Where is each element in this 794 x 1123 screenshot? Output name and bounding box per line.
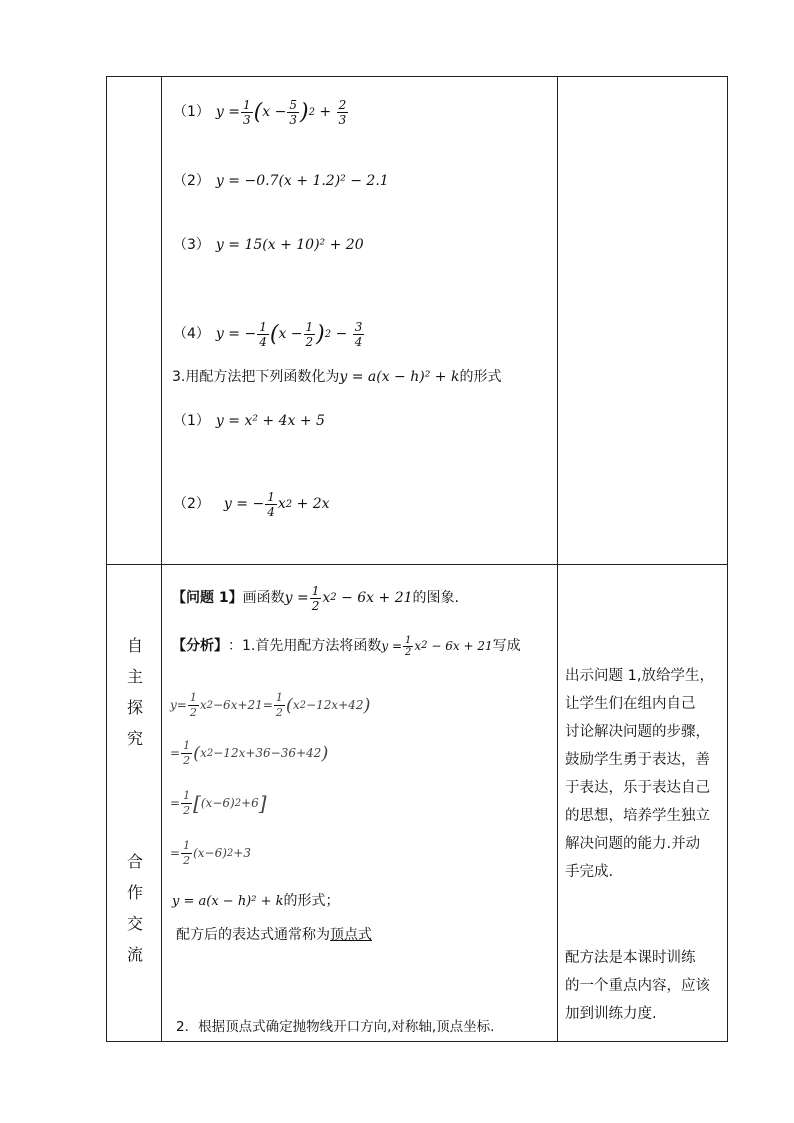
math-formula: y = $\frac{1}{3}$ ( x − $\frac{5}{3}$ ) 2 + $\frac{2}{3}$ (215, 97, 347, 127)
math-formula: y = − $\frac{1}{4}$ x 2 + 2x (223, 489, 330, 519)
teacher-notes-1 (565, 662, 714, 886)
label-char: 合 (126, 852, 143, 871)
problem-formula: y = $\frac{1}{2}$ x 2 − 6x + 21 (284, 583, 413, 613)
table-row-divider (106, 564, 728, 565)
analysis-tag: 【分析】 (172, 638, 228, 654)
math-formula: y = x² + 4x + 5 (215, 413, 325, 429)
vertex-form-formula: y = a(x − h)² + k (339, 369, 460, 385)
exercise-item-3 (173, 236, 364, 254)
label-char: 自 (126, 636, 143, 655)
derivation-math: = $\frac{1}{2}$ [ (x−6) 2 +6 ] (170, 788, 267, 817)
label-char: 探 (126, 698, 143, 717)
note-line: 讨论解决问题的步骤， (565, 724, 710, 740)
derivation-line-3 (170, 782, 267, 824)
analysis-line (172, 626, 521, 666)
label-char: 究 (126, 729, 143, 748)
section-label-self-explore (126, 636, 144, 749)
vertex-form-line (172, 892, 340, 911)
question-3-suffix: 的形式 (459, 369, 502, 385)
label-char: 主 (126, 667, 143, 686)
q3-item-1 (173, 412, 325, 430)
math-formula: y = −0.7(x + 1.2)² − 2.1 (215, 173, 389, 189)
label-char: 交 (126, 914, 143, 933)
exercise-item-label: （2） (173, 496, 210, 512)
section-label-cooperate (126, 852, 144, 965)
table-right-border (727, 76, 728, 1042)
vertex-note (176, 926, 372, 944)
analysis-text: ：1.首先用配方法将函数 (228, 638, 382, 654)
math-formula: y = − $\frac{1}{4}$ ( x − $\frac{1}{2}$ ) 2 − $\frac{3}{4}$ (215, 319, 363, 349)
problem-text: 画函数 (242, 590, 285, 606)
vertex-note-text: 配方后的表达式通常称为 (176, 927, 330, 943)
note-line: 的思想，培养学生独立 (565, 808, 710, 824)
exercise-item-label: （1） (173, 104, 210, 120)
table-left-border (106, 76, 107, 1042)
question-3-text: 3.用配方法把下列函数化为 (172, 369, 340, 385)
note-line: 加到训练力度. (565, 1006, 657, 1022)
note-line: 于表达，乐于表达自己 (565, 780, 710, 796)
table-bottom-border (106, 1041, 728, 1042)
vertex-form-formula: y = a(x − h)² + k (172, 894, 284, 909)
exercise-item-1 (173, 92, 349, 132)
analysis-formula: y = $\frac{1}{2}$ x 2 − 6x + 21 (381, 634, 493, 658)
exercise-item-label: （2） (173, 173, 210, 189)
analysis-suffix: 写成 (492, 638, 521, 654)
step-2: 2．根据顶点式确定抛物线开口方向,对称轴,顶点坐标. (176, 1019, 495, 1035)
exercise-item-label: （4） (173, 326, 210, 342)
derivation-math: = $\frac{1}{2}$ (x−6) 2 +3 (170, 838, 251, 867)
exercise-item-4 (173, 314, 365, 354)
vertex-term: 顶点式 (330, 927, 372, 943)
note-line: 让学生们在组内自己 (565, 696, 696, 712)
note-line: 配方法是本课时训练 (565, 950, 696, 966)
question-3-heading (172, 368, 501, 386)
table-col-divider-2 (557, 76, 558, 1042)
derivation-line-4 (170, 832, 251, 874)
note-line: 鼓励学生勇于表达，善 (565, 752, 710, 768)
note-line: 解决问题的能力.并动 (565, 836, 701, 852)
problem-tag: 【问题 1】 (172, 590, 243, 606)
exercise-item-2 (173, 172, 389, 190)
exercise-item-label: （3） (173, 237, 210, 253)
note-line: 出示问题 1,放给学生， (565, 668, 714, 684)
derivation-line-2 (170, 732, 328, 774)
derivation-math: = $\frac{1}{2}$ ( x 2 −12x+36−36+42 ) (170, 738, 329, 767)
note-line: 的一个重点内容，应该 (565, 978, 710, 994)
problem-suffix: 的图象. (412, 590, 459, 606)
exercise-item-label: （1） (173, 413, 210, 429)
label-char: 流 (126, 945, 143, 964)
note-line: 手完成. (565, 864, 614, 880)
math-formula: y = 15(x + 10)² + 20 (215, 237, 364, 253)
table-col-divider-1 (161, 76, 162, 1042)
q3-item-2 (173, 484, 330, 524)
derivation-math: y= $\frac{1}{2}$ x 2 −6x+21= $\frac{1}{2}$ ( x 2 −12x+42 ) (170, 690, 371, 719)
label-char: 作 (126, 883, 143, 902)
vertex-form-suffix: 的形式； (283, 893, 340, 909)
teacher-notes-2 (565, 944, 710, 1028)
derivation-line-1 (170, 684, 370, 726)
table-top-border (106, 76, 728, 77)
problem-1 (172, 578, 459, 618)
